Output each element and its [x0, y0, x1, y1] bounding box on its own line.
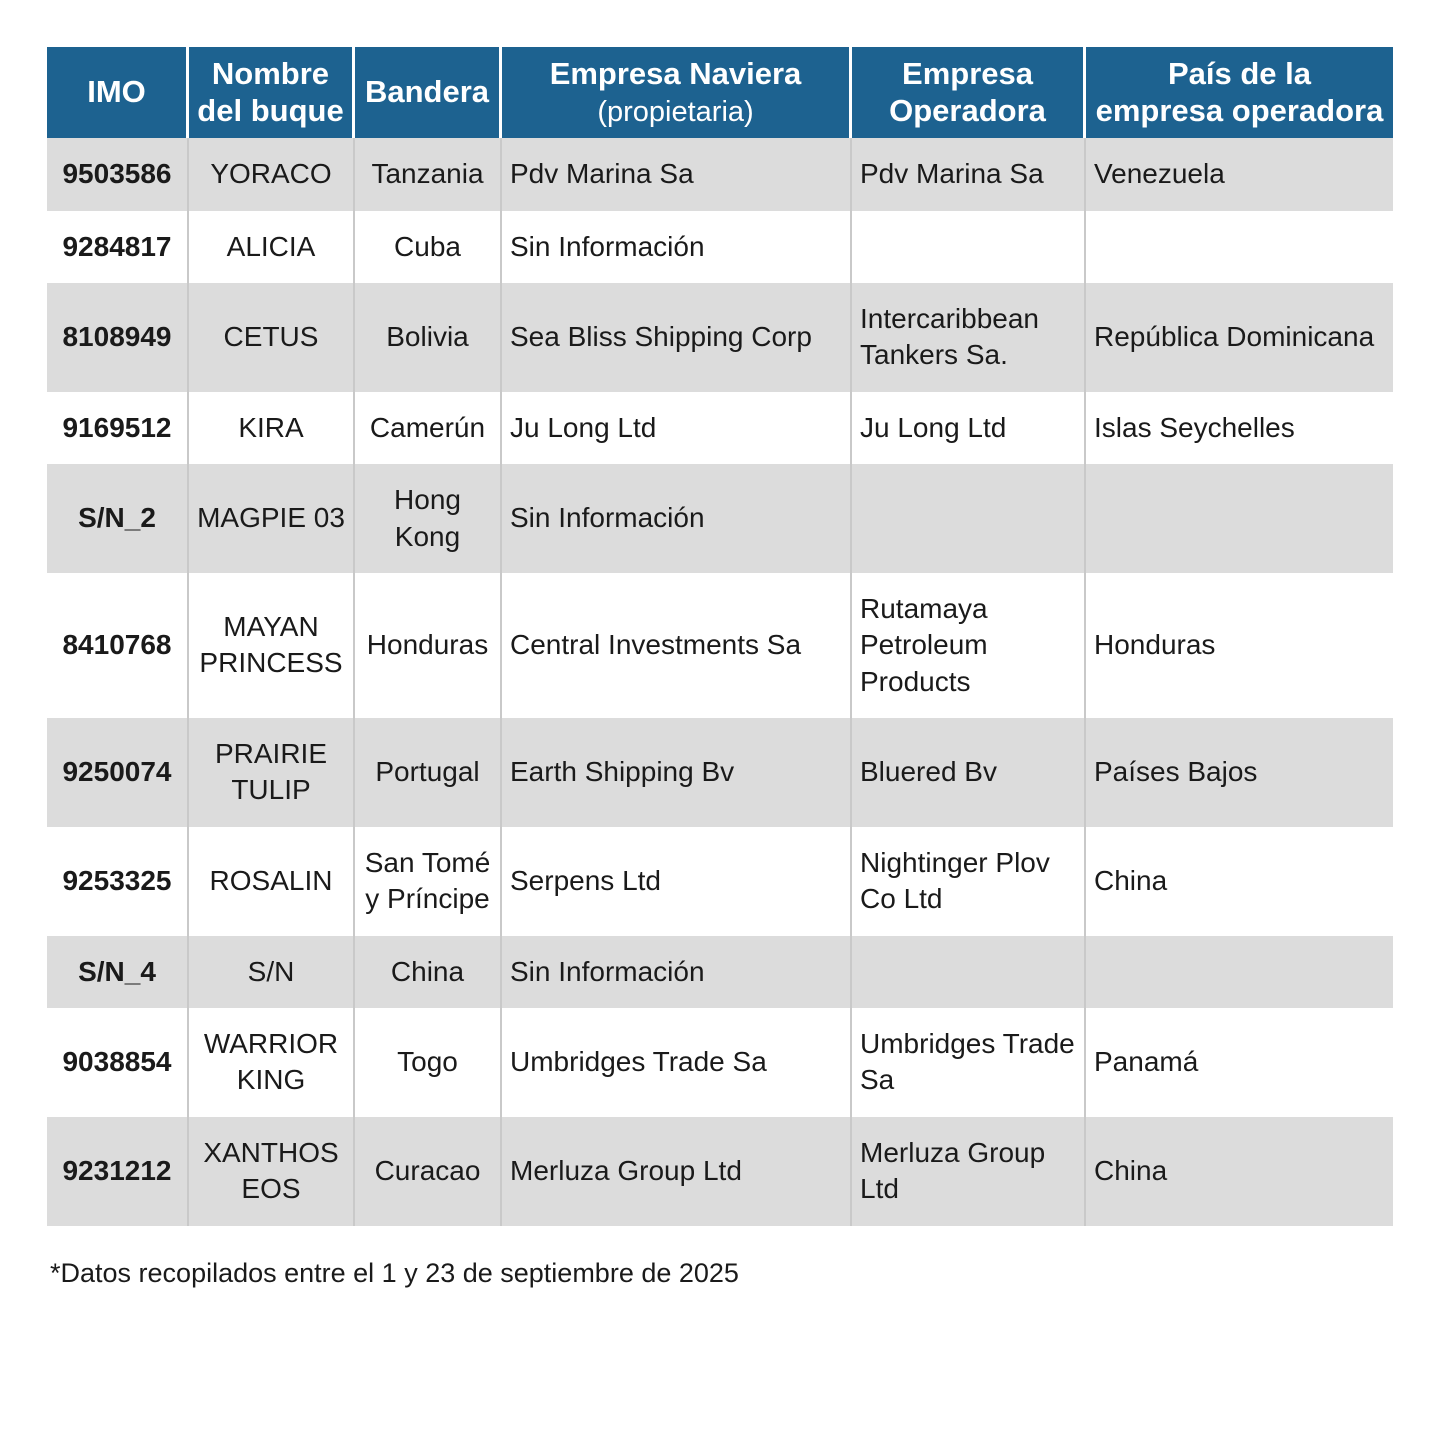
ships-table — [47, 47, 1393, 1226]
cell-nombre: XANTHOS EOS — [189, 1117, 355, 1226]
footnote: *Datos recopilados entre el 1 y 23 de septiembre de 2025 — [50, 1257, 739, 1288]
table-row — [47, 138, 1393, 210]
cell-naviera: Sea Bliss Shipping Corp — [502, 283, 852, 392]
cell-naviera: Serpens Ltd — [502, 827, 852, 936]
cell-imo: S/N_2 — [47, 464, 189, 573]
cell-nombre: MAYAN PRINCESS — [189, 573, 355, 718]
cell-naviera: Central Investments Sa — [502, 573, 852, 718]
column-header-imo: IMO — [47, 47, 189, 138]
cell-pais: Países Bajos — [1086, 718, 1393, 827]
cell-imo: 9231212 — [47, 1117, 189, 1226]
cell-bandera: Honduras — [355, 573, 502, 718]
cell-imo: 9250074 — [47, 718, 189, 827]
cell-pais: Panamá — [1086, 1008, 1393, 1117]
cell-pais: República Dominicana — [1086, 283, 1393, 392]
cell-imo: 9284817 — [47, 211, 189, 283]
cell-naviera: Umbridges Trade Sa — [502, 1008, 852, 1117]
column-header-operadora: Empresa Operadora — [852, 47, 1086, 138]
table-row — [47, 718, 1393, 827]
cell-operadora: Nightinger Plov Co Ltd — [852, 827, 1086, 936]
cell-operadora — [852, 936, 1086, 1008]
table-row — [47, 573, 1393, 718]
cell-operadora: Rutamaya Petroleum Products — [852, 573, 1086, 718]
cell-pais: Venezuela — [1086, 138, 1393, 210]
cell-nombre: KIRA — [189, 392, 355, 464]
cell-imo: 8108949 — [47, 283, 189, 392]
cell-operadora — [852, 464, 1086, 573]
header-row — [47, 47, 1393, 138]
cell-bandera: Bolivia — [355, 283, 502, 392]
cell-nombre: PRAIRIE TULIP — [189, 718, 355, 827]
cell-imo: 9503586 — [47, 138, 189, 210]
cell-bandera: Hong Kong — [355, 464, 502, 573]
cell-pais: Islas Seychelles — [1086, 392, 1393, 464]
cell-nombre: MAGPIE 03 — [189, 464, 355, 573]
column-header-pais: País de la empresa operadora — [1086, 47, 1393, 138]
cell-pais — [1086, 464, 1393, 573]
cell-pais: Honduras — [1086, 573, 1393, 718]
cell-pais: China — [1086, 827, 1393, 936]
cell-operadora — [852, 211, 1086, 283]
table-row — [47, 936, 1393, 1008]
table-row — [47, 211, 1393, 283]
cell-bandera: Camerún — [355, 392, 502, 464]
cell-operadora: Pdv Marina Sa — [852, 138, 1086, 210]
cell-operadora: Merluza Group Ltd — [852, 1117, 1086, 1226]
cell-operadora: Bluered Bv — [852, 718, 1086, 827]
cell-imo: 9038854 — [47, 1008, 189, 1117]
cell-naviera: Sin Información — [502, 464, 852, 573]
cell-bandera: Portugal — [355, 718, 502, 827]
table-row — [47, 464, 1393, 573]
cell-naviera: Pdv Marina Sa — [502, 138, 852, 210]
cell-bandera: Curacao — [355, 1117, 502, 1226]
column-header-nombre: Nombre del buque — [189, 47, 355, 138]
cell-bandera: Cuba — [355, 211, 502, 283]
cell-imo: 8410768 — [47, 573, 189, 718]
cell-naviera: Sin Información — [502, 936, 852, 1008]
cell-bandera: Tanzania — [355, 138, 502, 210]
cell-operadora: Umbridges Trade Sa — [852, 1008, 1086, 1117]
cell-nombre: CETUS — [189, 283, 355, 392]
table-row — [47, 827, 1393, 936]
cell-bandera: San Tomé y Príncipe — [355, 827, 502, 936]
cell-pais — [1086, 211, 1393, 283]
table-row — [47, 392, 1393, 464]
cell-naviera: Merluza Group Ltd — [502, 1117, 852, 1226]
table-row — [47, 1117, 1393, 1226]
cell-bandera: Togo — [355, 1008, 502, 1117]
cell-nombre: WARRIOR KING — [189, 1008, 355, 1117]
cell-naviera: Sin Información — [502, 211, 852, 283]
column-header-bandera: Bandera — [355, 47, 502, 138]
cell-imo: 9169512 — [47, 392, 189, 464]
cell-nombre: ALICIA — [189, 211, 355, 283]
cell-naviera: Ju Long Ltd — [502, 392, 852, 464]
table-row — [47, 283, 1393, 392]
cell-nombre: YORACO — [189, 138, 355, 210]
column-header-naviera: Empresa Naviera (propietaria) — [502, 47, 852, 138]
table-row — [47, 1008, 1393, 1117]
column-subheader-naviera: (propietaria) — [597, 95, 754, 128]
cell-bandera: China — [355, 936, 502, 1008]
cell-pais: China — [1086, 1117, 1393, 1226]
cell-nombre: S/N — [189, 936, 355, 1008]
cell-pais — [1086, 936, 1393, 1008]
cell-operadora: Ju Long Ltd — [852, 392, 1086, 464]
cell-nombre: ROSALIN — [189, 827, 355, 936]
cell-operadora: Intercaribbean Tankers Sa. — [852, 283, 1086, 392]
cell-imo: S/N_4 — [47, 936, 189, 1008]
cell-imo: 9253325 — [47, 827, 189, 936]
cell-naviera: Earth Shipping Bv — [502, 718, 852, 827]
